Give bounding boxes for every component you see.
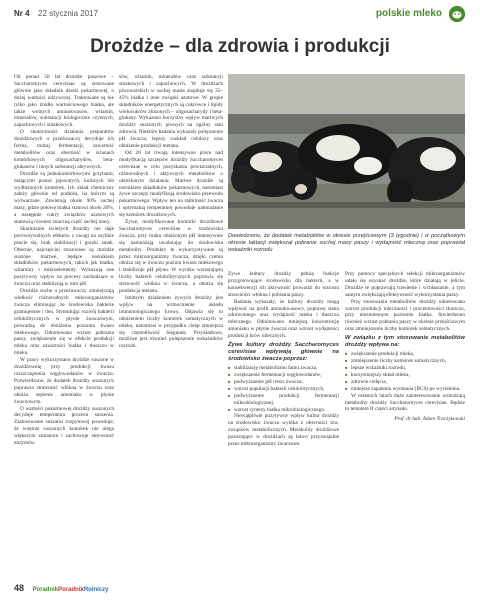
paragraph: Od ponad 50 lat drożdże paszowe – Saccharomyces cerevisiae są stosowane głównie jako składnik dawki pokarmowej, o dużej wartości odżywczej. Traktowane są nie tylko jako źródło wartościowego białka, ale także wolnych aminokwasów, witamin, minerałów, substancji biologicznie czynnych, zapachowych i smakowych. bbox=[14, 74, 114, 129]
issue-date: 22 stycznia 2017 bbox=[38, 9, 99, 18]
list-item: ■ lepsze wskaźniki rozrodu, bbox=[345, 365, 465, 372]
cows-photo bbox=[228, 74, 465, 229]
list-item: ■ zmniejszenie liczby komórek somatycznych, bbox=[345, 358, 465, 365]
column-2 bbox=[119, 74, 223, 568]
paragraph: W pracy wykorzystano drożdże suszone w drożdżownię przy produkcji kwasu rozszczepienia węglowodanów w żwaczu. Potwierdzono, że dodatek drożdży suszonych poprawia strawność włókna w żwaczu oraz obniża stężenie amoniaku w płynie żwaczowym. bbox=[14, 357, 114, 405]
photo-caption: Dowiedziono, że dodatek metabolitów w okresie przejściowym (3 tygodnie) i w początkowym okresie laktacji zwiększał pobranie suchej masy paszy i wydajność mleczną oraz poprawiał wskaźniki rozrodu bbox=[228, 233, 465, 253]
list-item: ■ wzrost populacji bakterii celulolitycznych, bbox=[228, 386, 339, 393]
paragraph: Żywe, modyfikowane komórki drożdżowe Saccharomyces cerevisiae w środowisku żwacza, przy braku obniżonym pH intensywnie się namnażają uwalniając do środowiska metabolity. Produkty te wykorzystywane są przez mikroorganizmy żwacza, dzięki czemu obniża się w żwaczu poziom kwasu mlekowego i stabilizuje pH płynu. W wyniku wzrastającej liczby bakterii celulolitycznych poprawia się strawność włókna w żwaczu, a obniża się produkcja metanu. bbox=[119, 219, 223, 295]
list-item: ■ mniejsze zapalenia wymienia (BCS) po wycieleniu. bbox=[345, 386, 465, 393]
list-item: ■ zwiększenie produkcji mleka, bbox=[345, 351, 465, 358]
footer-brand-3: Rolniczy bbox=[83, 587, 109, 593]
list-item: ■ zwiększenie fermentacji węglowodanów, bbox=[228, 372, 339, 379]
cow-badge-icon bbox=[448, 5, 466, 23]
paragraph: Istotnym działaniem żywych drożdży jest wpływ na wzmocnienie układu immunologicznego krowy. Objawia się to obniżeniem liczby komórek somatycznych w mleku, natomiast w przypadku cieląt zmniejsza się częstotliwość biegunek. Przykładowo, możliwe jest również polepszenie wskaźników rozrodu. bbox=[119, 295, 223, 350]
column-4 bbox=[345, 271, 465, 569]
column-3 bbox=[228, 271, 339, 569]
brand-name: polskie mleko bbox=[375, 8, 442, 19]
author-signature: Prof. dr hab. Adam Traczykowski bbox=[394, 416, 465, 423]
page-header bbox=[14, 9, 466, 25]
paragraph: O wartości pokarmowej drożdży suszonych decyduje temperatura procesu suszenia. Zastosowanie suszarni rozpyłowej powoduje, że wnętrze suszonych komórek nie ulega większym zmianom i zachowuje aktywność enzymów. bbox=[14, 405, 114, 447]
page-footer bbox=[14, 578, 109, 593]
list-item: ■ stabilizację metabolizmu fatnu żwacza, bbox=[228, 365, 339, 372]
page-number: 48 bbox=[14, 583, 25, 593]
paragraph: O skuteczności działania preparatów drożdżowych u przeżuwaczy decyduje ich forma, rodzaj fermentacji, zawartość metabolitów oraz obecność w ścianach komórkowych oligosacharydów, beta-glukanów i innych substancji aktywnych. bbox=[14, 129, 114, 170]
list-item: ■ korzystniejszy skład mleka, bbox=[345, 372, 465, 379]
list-item: ■ zdrowie cielęcia, bbox=[345, 379, 465, 386]
subheading: Żywe kultury drożdży Saccharomyces cerevisiae wpływają głównie na środowisko żwacza poprzez: bbox=[228, 342, 339, 363]
issue-number: Nr 4 bbox=[14, 9, 30, 18]
subheading: W związku z tym stosowanie metabolitów drożdży wpływa na: bbox=[345, 335, 465, 349]
paragraph: Przy pomocy specjalnych selekcji mikroorganizmów udało się uzyskać drożdże, które działają w jelicie. Drożdże te poprawiają trawienie i wchłanianie, a tym samym zwiększają efektywność wykorzystania paszy. bbox=[345, 271, 465, 298]
list-item: ■ podwyższenie produkcji fermentacji mikrobiologicznej, bbox=[228, 393, 339, 407]
paragraph: Niewątpliwie pozytywny wpływ kultur drożdży na środowisko żwacza wynika z obecności tzw. związków metabolicznych. Metabolity drożdżowe pozostające w drożdżach są łatwo przyswajalne przez mikroorganizmy żwaczowe. bbox=[228, 413, 339, 448]
article-title: Drożdże – dla zdrowia i produkcji bbox=[90, 36, 390, 57]
paragraph: W ostatnich latach duże zainteresowanie wzbudzają metabolity drożdży Saccharomyces cerevisiae. Będzie to tematem II części artykułu. bbox=[345, 392, 465, 413]
footer-brand-2: Poradnik bbox=[58, 587, 84, 593]
paragraph: sów, witamin, minerałów oraz substancji smakowych i zapachowych. W drożdżach piwowarskich w suchej masie znajduje się 35–45% białka i inne związki azotowe. W grupie składników energetycznych są cukrowce i lipidy wielocukrów złożonych – oligosacharydy i beta-glukany. Wykazano korzystny wpływ martwych drożdży suszonych piwnych na ogólny stan zdrowia. Niektóre badania wykazały polepszenie pH żwacza, lepszy rozkład celulozy oraz obniżenie produkcji metanu. bbox=[119, 74, 223, 150]
paragraph: Drożdże są jednokomórkowymi grzybami, mającymi postać jajowatych, kulistych lub wydłużonych komórek. Ich skład chemiczny zależy głównie od podłoża, na którym są wytwarzane. Zawierają około 90% suchej masy, gdzie połowę białka stanowi około 20%, a następnie cukry związków azotowych stanowią również znaczną część suchej masy. bbox=[14, 170, 114, 226]
column-1 bbox=[14, 74, 114, 568]
footer-brand-1: Poradnik bbox=[32, 587, 59, 593]
list-item: ■ podwyższenie pH treści żwacza, bbox=[228, 379, 339, 386]
cows-photo-illustration bbox=[228, 74, 465, 229]
paragraph: Żywe kultury drożdży pełnią funkcje przygotowujące środowisko dla bakterii, a w konsekwencji ich aktywność prowadzi do wzrostu strawności włókna i pobrania paszy. bbox=[228, 271, 339, 298]
bullet-list bbox=[228, 365, 339, 413]
paragraph: Drożdże suche u przeżuwaczy zmniejszają wielkość różnorodnych mikroorganizmów żwacza eliminując ze środowiska bakterie gramujemne i tlen. Stymulując rozwój bakterii celulolitycznych w płynie żwaczowym, prowadzą do obniżenia poziomu kwasu mlekowego. Odnotowano wzrost pobrania paszy, zwiększenie się w efekcie produkcji mleka oraz zawartości białka i tłuszczu w mleku. bbox=[14, 288, 114, 357]
list-item: ■ wzrost syntezy białka mikrobiologicznego. bbox=[228, 407, 339, 414]
paragraph: Skarmianie świeżych drożdży nie daje porównywalnych efektów z uwagi na szybkie psucie się, brak stabilizacji i gorzki smak. Obecnie, najczęściej stosowane są drożdże suszone martwe, będące nośnikiem składników pokarmowych, takich jak białka, witaminy i mikroelementy. Wykazują one pozytywny wpływ na procesy zachodzące w żwaczu oraz stabilizują w nim pH. bbox=[14, 225, 114, 288]
paragraph: Przy stosowaniu metabolitów drożdży odnotowano wzrost produkcji mleczności i procentowości tłuszczu, przy niezmiennym poziomie białka. Stwierdzono również wzrost pobrania paszy w okresie przejściowym oraz zmniejszenie liczby komórek somatycznych. bbox=[345, 298, 465, 333]
paragraph: Od 20 lat trwają intensywne prace nad modyfikacją szczepów drożdży Saccharomyces cerevisiae w celu pozyskania powtarzalnych, różnorodnych i aktywnych metabolitów o określonym działaniu. Martwe drożdże są nośnikiem składników pokarmowych, natomiast żywe szczepy modyfikują środowisko przewodu pokarmowego. Wpływ ten na stabilność żwacza i optymalną temperaturę powoduje namnażanie się komórek drożdżowych. bbox=[119, 149, 223, 219]
paragraph: Badania wykazały, że kultury drożdży mogą wpływać na profil aminokwasowy, poprawę stanu zdrowotnego oraz wydajność mleka i tłuszczu mlecznego. Odnotowano mniejszą koncentrację amoniaku w płynie żwacza oraz wzrost wydajności produkcji krów mlecznych. bbox=[228, 298, 339, 340]
bullet-list bbox=[345, 351, 465, 392]
